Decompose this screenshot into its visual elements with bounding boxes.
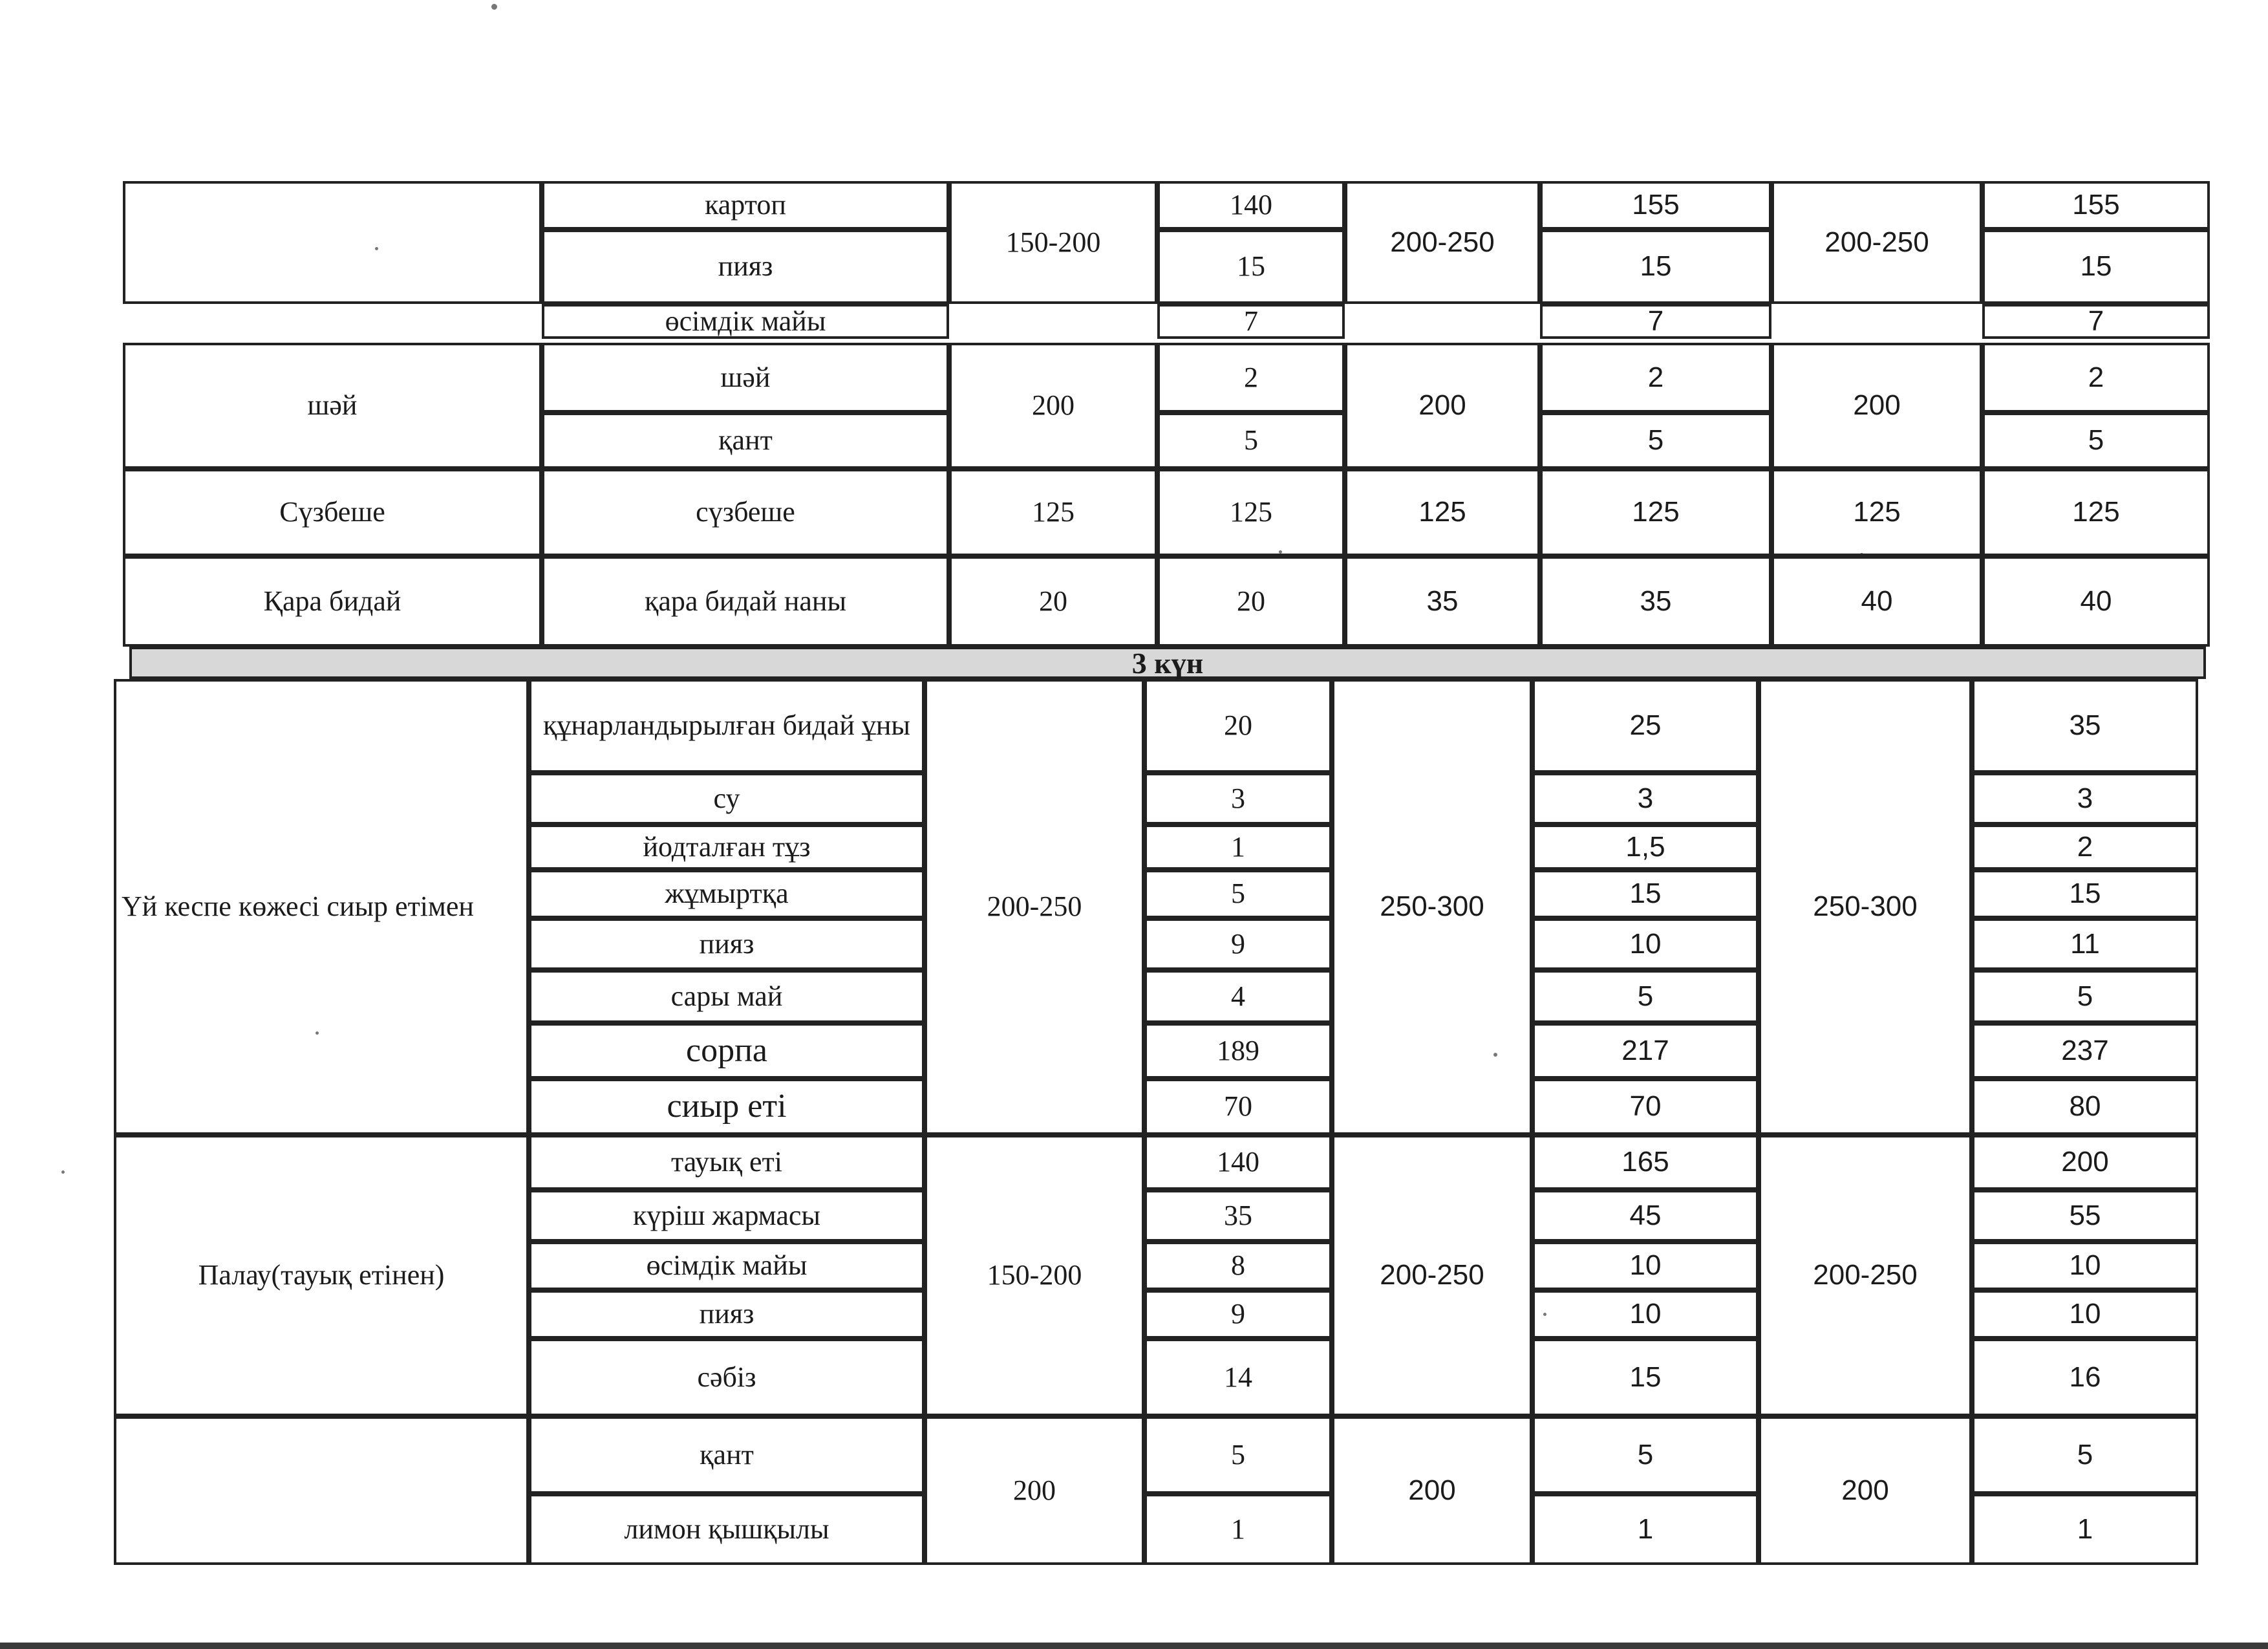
portion-cell-b: 200-250 — [1332, 1135, 1532, 1416]
portion-cell-a: 150-200 — [949, 181, 1157, 304]
value-cell-a: 9 — [1144, 918, 1332, 970]
scan-speck — [491, 4, 497, 10]
value-cell-b: 10 — [1532, 1242, 1759, 1290]
ingredient-cell: қант — [529, 1416, 925, 1494]
dish-name-cell — [123, 181, 542, 304]
portion-cell-c: 125 — [1771, 469, 1982, 556]
value-cell-b: 5 — [1532, 970, 1759, 1023]
value-cell-b: 1 — [1532, 1494, 1759, 1565]
value-cell-c: 2 — [1972, 824, 2198, 870]
dish-name-cell: Сүзбеше — [123, 469, 542, 556]
value-cell-b: 10 — [1532, 1290, 1759, 1339]
portion-cell-c: 250-300 — [1759, 679, 1972, 1135]
value-cell-b: 155 — [1540, 181, 1771, 230]
ingredient-cell: қант — [542, 413, 949, 469]
value-cell-c: 5 — [1972, 970, 2198, 1023]
value-cell-c: 2 — [1982, 343, 2210, 413]
value-cell-b: 2 — [1540, 343, 1771, 413]
portion-cell-c: 200 — [1771, 343, 1982, 469]
value-cell-a: 5 — [1157, 413, 1345, 469]
value-cell-c: 155 — [1982, 181, 2210, 230]
ingredient-cell: сорпа — [529, 1023, 925, 1079]
ingredient-cell: күріш жармасы — [529, 1190, 925, 1242]
value-cell-c: 3 — [1972, 773, 2198, 824]
value-cell-b: 70 — [1532, 1079, 1759, 1135]
portion-cell-c: 200 — [1759, 1416, 1972, 1565]
portion-cell-c: 200-250 — [1771, 181, 1982, 304]
value-cell-a: 140 — [1157, 181, 1345, 230]
ingredient-cell: лимон қышқылы — [529, 1494, 925, 1565]
value-cell-c: 16 — [1972, 1339, 2198, 1416]
portion-cell-b: 200 — [1332, 1416, 1532, 1565]
value-cell-a: 7 — [1157, 304, 1345, 339]
scan-speck — [61, 1170, 65, 1174]
ingredient-cell: пияз — [529, 1290, 925, 1339]
portion-cell-b: 200-250 — [1345, 181, 1540, 304]
value-cell-c: 40 — [1982, 556, 2210, 647]
ingredient-cell: картоп — [542, 181, 949, 230]
value-cell-b: 15 — [1532, 870, 1759, 918]
value-cell-a: 20 — [1144, 679, 1332, 773]
value-cell-a: 9 — [1144, 1290, 1332, 1339]
portion-cell-a: 150-200 — [925, 1135, 1144, 1416]
value-cell-c: 80 — [1972, 1079, 2198, 1135]
portion-cell-c: 40 — [1771, 556, 1982, 647]
value-cell-b: 10 — [1532, 918, 1759, 970]
portion-cell-a: 200 — [925, 1416, 1144, 1565]
portion-cell-b: 35 — [1345, 556, 1540, 647]
value-cell-a: 20 — [1157, 556, 1345, 647]
value-cell-b: 15 — [1540, 230, 1771, 304]
value-cell-c: 11 — [1972, 918, 2198, 970]
portion-cell-b: 200 — [1345, 343, 1540, 469]
value-cell-c: 7 — [1982, 304, 2210, 339]
value-cell-a: 70 — [1144, 1079, 1332, 1135]
value-cell-c: 15 — [1972, 870, 2198, 918]
value-cell-b: 5 — [1540, 413, 1771, 469]
value-cell-b: 125 — [1540, 469, 1771, 556]
value-cell-b: 165 — [1532, 1135, 1759, 1190]
value-cell-b: 217 — [1532, 1023, 1759, 1079]
value-cell-b: 1,5 — [1532, 824, 1759, 870]
ingredient-cell: пияз — [542, 230, 949, 304]
ingredient-cell: қара бидай наны — [542, 556, 949, 647]
portion-cell-c: 200-250 — [1759, 1135, 1972, 1416]
dish-name-cell: Үй кеспе көжесі сиыр етімен — [114, 679, 529, 1135]
ingredient-cell: пияз — [529, 918, 925, 970]
ingredient-cell: шәй — [542, 343, 949, 413]
scan-bottom-edge — [0, 1643, 2268, 1649]
value-cell-a: 5 — [1144, 1416, 1332, 1494]
value-cell-c: 5 — [1982, 413, 2210, 469]
value-cell-b: 35 — [1540, 556, 1771, 647]
day-header-band: 3 күн — [129, 647, 2206, 679]
portion-cell-a: 200 — [949, 343, 1157, 469]
ingredient-cell: құнарландырылған бидай ұны — [529, 679, 925, 773]
portion-cell-b: 250-300 — [1332, 679, 1532, 1135]
dish-name-cell: шәй — [123, 343, 542, 469]
value-cell-a: 4 — [1144, 970, 1332, 1023]
value-cell-a: 15 — [1157, 230, 1345, 304]
value-cell-b: 15 — [1532, 1339, 1759, 1416]
ingredient-cell: йодталған тұз — [529, 824, 925, 870]
value-cell-a: 3 — [1144, 773, 1332, 824]
value-cell-c: 1 — [1972, 1494, 2198, 1565]
value-cell-a: 140 — [1144, 1135, 1332, 1190]
value-cell-c: 237 — [1972, 1023, 2198, 1079]
value-cell-a: 14 — [1144, 1339, 1332, 1416]
dish-name-cell — [114, 1416, 529, 1565]
value-cell-c: 200 — [1972, 1135, 2198, 1190]
portion-cell-a: 125 — [949, 469, 1157, 556]
value-cell-c: 5 — [1972, 1416, 2198, 1494]
portion-cell-a: 20 — [949, 556, 1157, 647]
ingredient-cell: сүзбеше — [542, 469, 949, 556]
value-cell-b: 7 — [1540, 304, 1771, 339]
value-cell-a: 1 — [1144, 824, 1332, 870]
value-cell-a: 8 — [1144, 1242, 1332, 1290]
value-cell-a: 189 — [1144, 1023, 1332, 1079]
value-cell-c: 55 — [1972, 1190, 2198, 1242]
value-cell-c: 15 — [1982, 230, 2210, 304]
value-cell-a: 1 — [1144, 1494, 1332, 1565]
portion-cell-b: 125 — [1345, 469, 1540, 556]
ingredient-cell: тауық еті — [529, 1135, 925, 1190]
ingredient-cell: жұмыртқа — [529, 870, 925, 918]
value-cell-b: 3 — [1532, 773, 1759, 824]
value-cell-c: 10 — [1972, 1290, 2198, 1339]
value-cell-c: 125 — [1982, 469, 2210, 556]
value-cell-a: 35 — [1144, 1190, 1332, 1242]
portion-cell-a: 200-250 — [925, 679, 1144, 1135]
value-cell-a: 5 — [1144, 870, 1332, 918]
ingredient-cell: сары май — [529, 970, 925, 1023]
value-cell-b: 5 — [1532, 1416, 1759, 1494]
ingredient-cell: сиыр еті — [529, 1079, 925, 1135]
value-cell-b: 25 — [1532, 679, 1759, 773]
value-cell-c: 10 — [1972, 1242, 2198, 1290]
value-cell-a: 125 — [1157, 469, 1345, 556]
ingredient-cell: сәбіз — [529, 1339, 925, 1416]
value-cell-a: 2 — [1157, 343, 1345, 413]
ingredient-cell: су — [529, 773, 925, 824]
ingredient-cell: өсімдік майы — [542, 304, 949, 339]
ingredient-cell: өсімдік майы — [529, 1242, 925, 1290]
dish-name-cell: Палау(тауық етінен) — [114, 1135, 529, 1416]
dish-name-cell: Қара бидай — [123, 556, 542, 647]
value-cell-c: 35 — [1972, 679, 2198, 773]
value-cell-b: 45 — [1532, 1190, 1759, 1242]
